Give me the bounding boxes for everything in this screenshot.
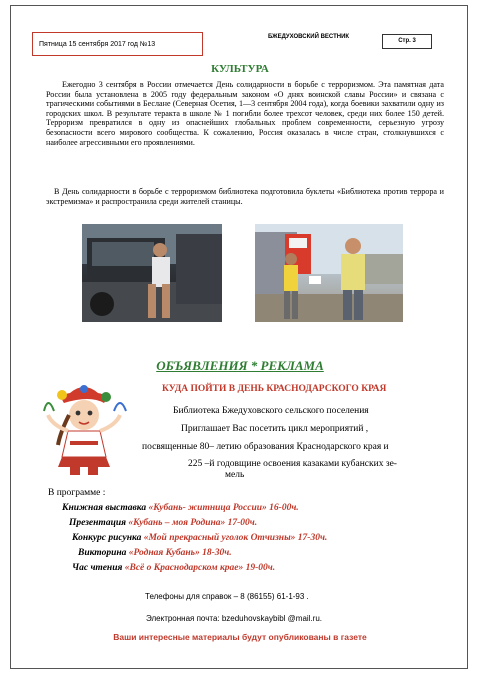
program-item-5: Час чтения «Всё о Краснодарском крае» 19-00ч.	[72, 563, 276, 573]
article-paragraph-1: Ежегодно 3 сентября в России отмечается День солидарности в борьбе с терроризмом. Эта памятная дата России была установлена в 2005 году федеральным законом «О днях воинской славы России» и связана с трагическими событиями в Беслане (Северная Осетия, 1—3 сентября 2004 года), когда боевики захватили одну из городских школ. В результате теракта в школе № 1 погибли более трехсот человек, среди них более 150 детей. Терроризм превратился в одну из опаснейших глобальных проблем современности, серьезную угрозу безопасности всего мирового сообщества. К сожалению, Россия оказалась в числе стран, столкнувшихся с наиболее агрессивными его проявлениями.	[46, 80, 444, 147]
photo-boy-in-car	[82, 224, 222, 322]
program-item-2: Презентация «Кубань – моя Родина» 17-00ч.	[69, 518, 258, 528]
ads-title: ОБЪЯВЛЕНИЯ * РЕКЛАМА	[156, 358, 324, 373]
program-heading: В программе :	[48, 488, 106, 498]
event-line-4b: мель	[225, 470, 245, 480]
newspaper-name: БЖЕДУХОВСКИЙ ВЕСТНИК	[268, 34, 350, 40]
event-line-2: Приглашает Вас посетить цикл мероприятий ,	[181, 424, 369, 434]
program-item-3: Конкурс рисунка «Мой прекрасный уголок Отчизны» 17-30ч.	[72, 533, 328, 543]
contact-phone: Телефоны для справок – 8 (86155) 61-1-93 .	[145, 592, 309, 601]
contact-email: Электронная почта: bzeduhovskaybibl @mail.ru.	[146, 614, 323, 623]
footer-note: Ваши интересные материалы будут опубликованы в газете	[113, 632, 367, 642]
page-number: Стр. 3	[382, 34, 432, 49]
photo-man-and-boy	[255, 224, 403, 322]
event-line-1: Библиотека Бжедуховского сельского поселения	[173, 406, 369, 416]
article-paragraph-2: В День солидарности в борьбе с терроризмом библиотека подготовила буклеты «Библиотека против террора и экстремизма» и распространила среди жителей станицы.	[46, 187, 444, 206]
program-item-4: Викторина «Родная Кубань» 18-30ч.	[78, 548, 232, 558]
event-line-3: посвященные 80– летию образования Краснодарского края и	[142, 442, 389, 452]
event-line-4a: 225 –й годовщине освоения казаками кубанских зе-	[188, 459, 397, 469]
program-item-1: Книжная выставка «Кубань- житница России» 16-00ч.	[62, 503, 299, 513]
event-title: КУДА ПОЙТИ В ДЕНЬ КРАСНОДАРСКОГО КРАЯ	[162, 384, 387, 394]
cossack-girl-clipart	[40, 385, 128, 477]
section-title: КУЛЬТУРА	[211, 63, 269, 75]
issue-date: Пятница 15 сентября 2017 год №13	[32, 32, 203, 56]
